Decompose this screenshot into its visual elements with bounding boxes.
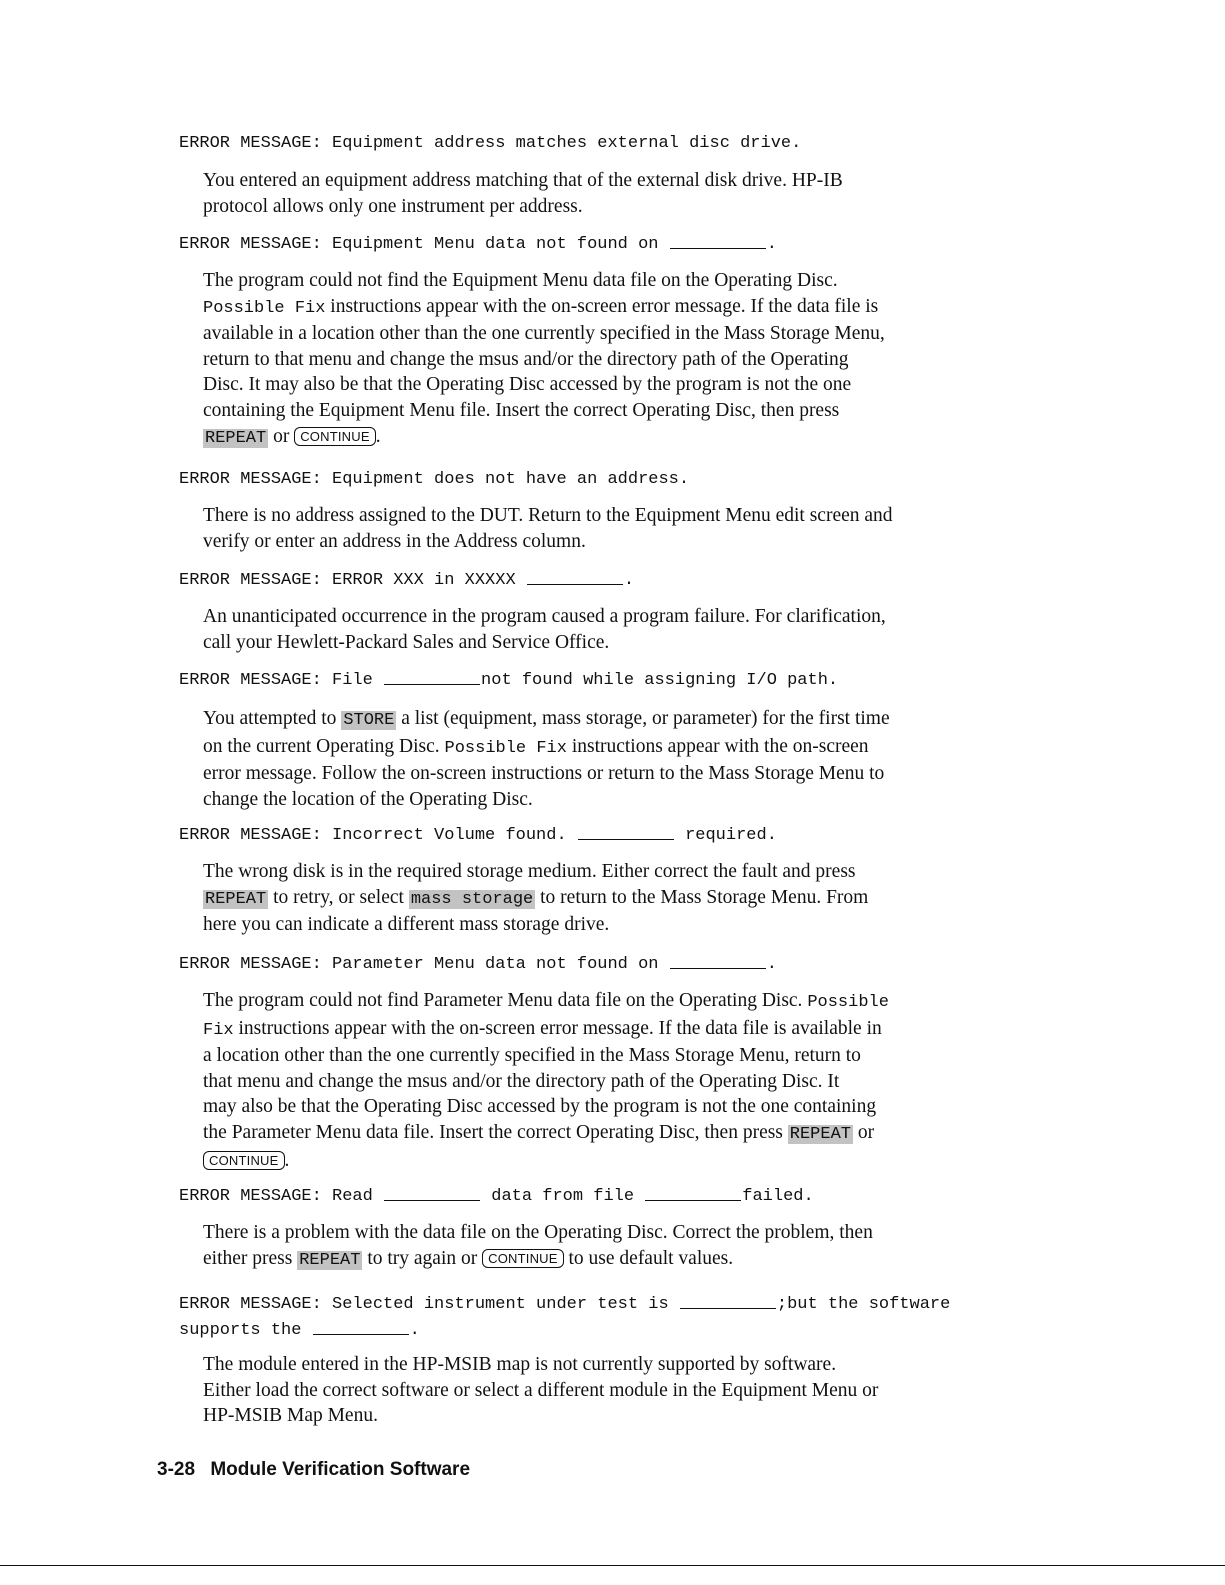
mass-storage-softkey: mass storage xyxy=(410,889,534,909)
description-line xyxy=(203,294,885,322)
error-heading xyxy=(179,1291,950,1318)
line-text: either press xyxy=(203,1247,298,1269)
heading-text: ERROR MESSAGE: Selected instrument under test is xyxy=(179,1295,669,1314)
error-description xyxy=(203,604,886,655)
error-heading xyxy=(179,1317,420,1344)
placeholder-blank xyxy=(384,667,480,685)
heading-text: ERROR MESSAGE: Read xyxy=(179,1187,373,1206)
placeholder-blank xyxy=(670,951,766,969)
continue-hardkey: CONTINUE xyxy=(203,1151,285,1170)
error-description xyxy=(203,1220,873,1273)
description-line xyxy=(203,1120,889,1148)
error-heading xyxy=(179,231,777,258)
store-softkey: STORE xyxy=(343,711,395,730)
line-text: You attempted to xyxy=(203,708,342,729)
error-heading: ERROR MESSAGE: Equipment address matches external disc drive. xyxy=(179,134,802,153)
line-text: to try again or xyxy=(362,1247,483,1269)
description-line: change the location of the Operating Disc. xyxy=(203,788,533,810)
description-line: HP-MSIB Map Menu. xyxy=(203,1405,378,1427)
heading-text: . xyxy=(766,955,777,974)
line-text: . xyxy=(375,425,381,447)
heading-text: . xyxy=(623,571,635,590)
description-line: call your Hewlett-Packard Sales and Service Office. xyxy=(203,631,610,653)
placeholder-blank xyxy=(578,822,674,840)
line-text: a list (equipment, mass storage, or parameter) for the first time xyxy=(396,708,890,729)
error-description xyxy=(203,503,893,554)
possible-fix-label: Possible Fix xyxy=(203,298,326,318)
placeholder-blank xyxy=(680,1291,776,1309)
description-line: return to that menu and change the msus and/or the directory path of the Operating xyxy=(203,348,849,370)
possible-fix-label: Fix xyxy=(203,1020,234,1040)
placeholder-blank xyxy=(670,231,766,249)
section-title: Module Verification Software xyxy=(210,1459,471,1480)
description-line xyxy=(203,885,868,913)
description-line: verify or enter an address in the Address column. xyxy=(203,530,586,552)
line-text: the Parameter Menu data file. Insert the correct Operating Disc, then press xyxy=(203,1121,788,1143)
line-text: on the current Operating Disc. xyxy=(203,735,445,757)
continue-hardkey: CONTINUE xyxy=(482,1249,564,1268)
heading-text: required. xyxy=(685,826,777,845)
page-footer xyxy=(157,1458,470,1482)
description-line: You entered an equipment address matching that of the external disk drive. HP-IB xyxy=(203,170,843,191)
line-text: or xyxy=(268,425,295,447)
description-line xyxy=(203,734,890,762)
line-text: to return to the Mass Storage Menu. From xyxy=(535,886,869,908)
heading-text: not found while assigning I/O path. xyxy=(481,671,839,690)
description-line: protocol allows only one instrument per address. xyxy=(203,195,583,217)
possible-fix-label: Possible xyxy=(807,993,889,1012)
description-line: The program could not find the Equipment Menu data file on the Operating Disc. xyxy=(203,270,838,291)
description-line: Disc. It may also be that the Operating Disc accessed by the program is not the one xyxy=(203,374,852,396)
repeat-softkey: REPEAT xyxy=(205,889,267,909)
line-text: or xyxy=(853,1121,875,1143)
page-number: 3-28 xyxy=(157,1459,196,1480)
description-line: containing the Equipment Menu file. Insert the correct Operating Disc, then press xyxy=(203,399,840,421)
placeholder-blank xyxy=(313,1317,409,1335)
description-line xyxy=(203,988,889,1016)
line-text: The program could not find Parameter Menu data file on the Operating Disc. xyxy=(203,990,808,1011)
description-line: available in a location other than the one currently specified in the Mass Storage Menu, xyxy=(203,323,885,345)
line-text: to retry, or select xyxy=(268,886,409,908)
heading-text: ERROR MESSAGE: Equipment Menu data not found on xyxy=(179,235,659,254)
error-heading xyxy=(179,1183,814,1210)
heading-text: ;but the software xyxy=(776,1295,951,1314)
description-line: a location other than the one currently specified in the Mass Storage Menu, return to xyxy=(203,1045,861,1067)
error-heading xyxy=(179,667,838,694)
heading-text: ERROR MESSAGE: Incorrect Volume found. xyxy=(179,826,567,845)
error-description xyxy=(203,168,843,219)
error-heading: ERROR MESSAGE: Equipment does not have an address. xyxy=(179,470,690,489)
description-line: There is no address assigned to the DUT. Return to the Equipment Menu edit screen and xyxy=(203,505,893,526)
error-description xyxy=(203,706,890,812)
description-line: There is a problem with the data file on the Operating Disc. Correct the problem, then xyxy=(203,1222,873,1243)
error-description xyxy=(203,859,868,938)
description-line: The wrong disk is in the required storage medium. Either correct the fault and press xyxy=(203,861,856,882)
description-line: that menu and change the msus and/or the directory path of the Operating Disc. It xyxy=(203,1070,840,1092)
line-text: instructions appear with the on-screen xyxy=(566,735,869,757)
description-line xyxy=(203,1016,889,1044)
placeholder-blank xyxy=(527,567,623,585)
line-text: instructions appear with the on-screen error message. If the data file is available in xyxy=(233,1017,882,1039)
error-heading xyxy=(179,822,777,849)
line-text: to use default values. xyxy=(563,1247,734,1269)
repeat-softkey: REPEAT xyxy=(205,428,267,448)
description-line: error message. Follow the on-screen instructions or return to the Mass Storage Menu to xyxy=(203,763,885,785)
heading-text: supports the xyxy=(179,1321,302,1340)
heading-text: failed. xyxy=(742,1187,814,1206)
line-text: instructions appear with the on-screen error message. If the data file is xyxy=(325,295,879,317)
heading-text: . xyxy=(409,1321,420,1340)
error-description xyxy=(203,268,885,451)
description-line: Either load the correct software or select a different module in the Equipment Menu or xyxy=(203,1379,879,1401)
repeat-softkey: REPEAT xyxy=(299,1250,361,1270)
heading-text: ERROR MESSAGE: Parameter Menu data not found on xyxy=(179,955,659,974)
description-line xyxy=(203,1148,889,1174)
placeholder-blank xyxy=(645,1183,741,1201)
page-bottom-rule xyxy=(0,1565,1225,1566)
description-line: here you can indicate a different mass storage drive. xyxy=(203,914,610,936)
error-description xyxy=(203,1352,878,1429)
line-text: . xyxy=(284,1149,290,1171)
heading-text: ERROR MESSAGE: File xyxy=(179,671,373,690)
possible-fix-label: Possible Fix xyxy=(444,738,567,758)
heading-text: . xyxy=(766,235,777,254)
continue-hardkey: CONTINUE xyxy=(294,427,376,446)
error-heading xyxy=(179,951,777,978)
repeat-softkey: REPEAT xyxy=(789,1124,851,1144)
description-line xyxy=(203,706,890,734)
description-line: An unanticipated occurrence in the program caused a program failure. For clarification, xyxy=(203,606,886,627)
description-line xyxy=(203,1246,873,1274)
description-line: The module entered in the HP-MSIB map is not currently supported by software. xyxy=(203,1354,837,1375)
placeholder-blank xyxy=(384,1183,480,1201)
error-description xyxy=(203,988,889,1173)
description-line: may also be that the Operating Disc accessed by the program is not the one containing xyxy=(203,1096,877,1118)
heading-text: ERROR MESSAGE: ERROR XXX in XXXXX xyxy=(179,571,516,590)
error-heading xyxy=(179,567,634,594)
description-line xyxy=(203,424,885,452)
heading-text: data from file xyxy=(491,1187,635,1206)
